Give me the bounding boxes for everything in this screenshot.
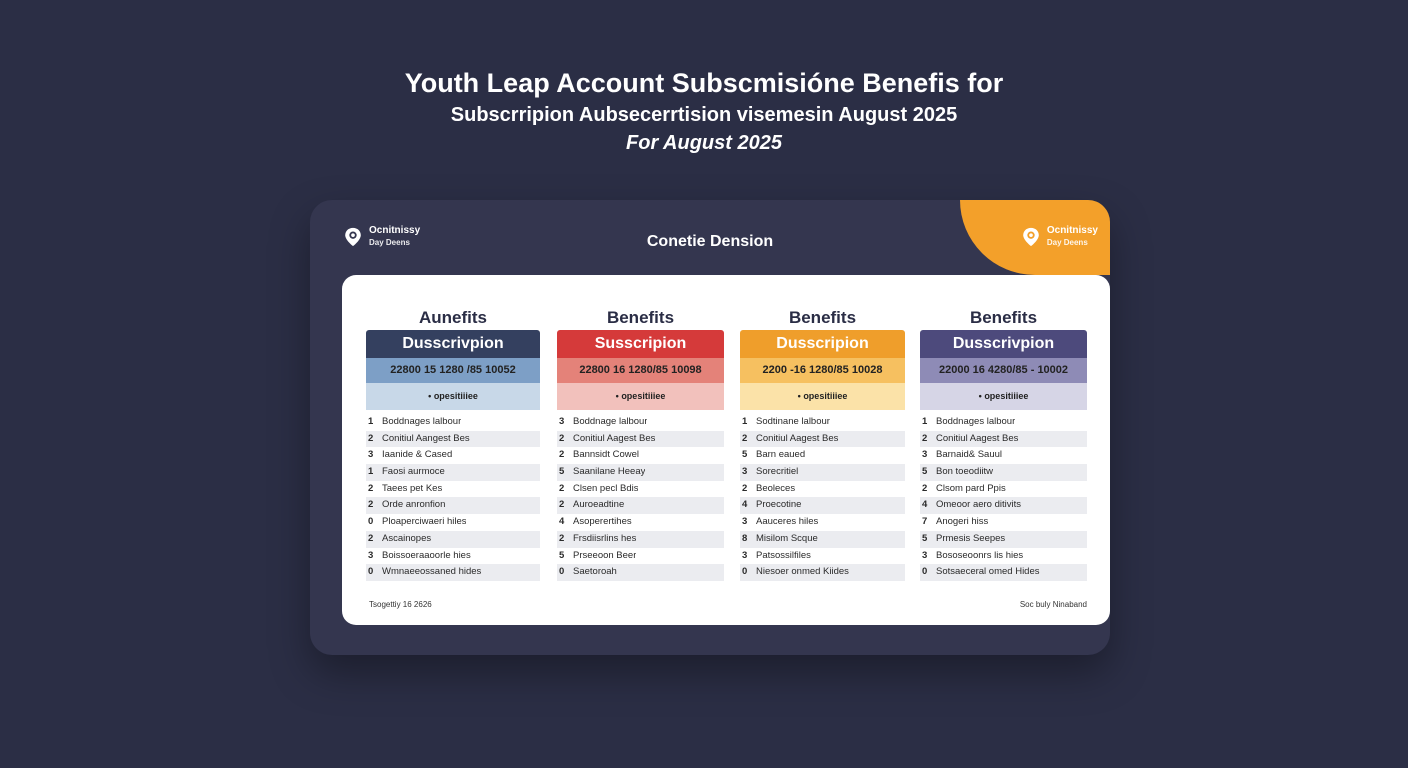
- plan-price: 22000 16 4280/85 - 10002: [920, 358, 1087, 383]
- benefit-number: 3: [742, 516, 748, 528]
- benefit-number: 5: [922, 466, 928, 478]
- benefit-number: 3: [742, 549, 748, 561]
- benefit-list: [740, 414, 905, 581]
- benefit-row: [740, 431, 905, 448]
- brand-logo-right[interactable]: [1020, 225, 1098, 249]
- benefit-number: 0: [742, 566, 748, 578]
- benefit-label: Boissoeraaoorle hies: [382, 549, 471, 561]
- benefit-row: [740, 514, 905, 531]
- benefit-label: Prseeoon Beer: [573, 549, 637, 561]
- plan-header[interactable]: Susscripion: [557, 330, 724, 358]
- plan-header[interactable]: Dusscripion: [740, 330, 905, 358]
- plan-note: • opesitiiiee: [740, 383, 905, 410]
- benefit-row: [557, 564, 724, 581]
- benefit-row: [920, 431, 1087, 448]
- plan-column-4: [920, 305, 1087, 581]
- benefit-label: Patsossilfiles: [756, 549, 811, 561]
- benefit-label: Saetoroah: [573, 566, 617, 578]
- benefit-number: 0: [922, 566, 928, 578]
- benefit-label: Bon toeodiitw: [936, 466, 994, 478]
- benefit-row: [740, 447, 905, 464]
- benefit-number: 3: [368, 449, 374, 461]
- benefit-label: Ascainopes: [382, 532, 432, 544]
- plan-price: 2200 -16 1280/85 10028: [740, 358, 905, 383]
- benefit-number: 0: [368, 566, 374, 578]
- benefit-number: 3: [922, 549, 928, 561]
- benefit-label: Auroeadtine: [573, 499, 625, 511]
- benefit-label: Orde anronfion: [382, 499, 446, 511]
- benefit-row: [920, 531, 1087, 548]
- benefit-label: Anogeri hiss: [936, 516, 989, 528]
- column-heading: Aunefits: [419, 308, 487, 327]
- benefit-number: 2: [368, 482, 374, 494]
- benefit-row: [920, 414, 1087, 431]
- benefit-number: 2: [742, 482, 748, 494]
- benefit-row: [366, 514, 540, 531]
- benefit-row: [366, 414, 540, 431]
- benefit-number: 7: [922, 516, 928, 528]
- benefit-label: Omeoor aero ditivits: [936, 499, 1022, 511]
- benefit-row: [740, 497, 905, 514]
- benefit-label: Wmnaeeossaned hides: [382, 566, 482, 578]
- benefit-row: [740, 464, 905, 481]
- column-heading: Benefits: [606, 308, 675, 327]
- benefit-number: 1: [368, 466, 374, 478]
- benefit-number: 2: [559, 532, 565, 544]
- page-date: For August 2025: [626, 132, 782, 154]
- benefit-number: 2: [922, 482, 928, 494]
- benefit-label: Prmesis Seepes: [936, 532, 1006, 544]
- benefit-number: 5: [742, 449, 748, 461]
- location-heart-icon: [1020, 226, 1042, 248]
- benefit-label: Bannsidt Cowel: [573, 449, 640, 461]
- benefit-label: Asoperertihes: [573, 516, 632, 528]
- benefit-row: [740, 531, 905, 548]
- plan-column-2: [557, 305, 724, 581]
- benefit-row: [366, 548, 540, 565]
- page-subtitle: Subscrripion Aubsecerrtision visemesin August 2025: [450, 104, 958, 126]
- benefit-label: Boddnages lalbour: [382, 416, 462, 427]
- benefit-row: [557, 431, 724, 448]
- benefit-label: Aauceres hiles: [756, 516, 819, 528]
- benefit-row: [920, 497, 1087, 514]
- benefit-row: [920, 447, 1087, 464]
- plan-note: • opesitiiiee: [557, 383, 724, 410]
- benefit-number: 2: [742, 432, 748, 444]
- benefit-label: Iaanide & Cased: [382, 449, 453, 461]
- benefit-list: [557, 414, 724, 581]
- benefit-number: 2: [368, 532, 374, 544]
- benefit-label: Misilom Scque: [756, 532, 818, 544]
- brand-tagline: Day Deens: [1046, 238, 1088, 247]
- benefit-row: [557, 531, 724, 548]
- benefit-label: Clsen pecl Bdis: [573, 482, 639, 494]
- benefit-number: 3: [559, 416, 565, 427]
- benefit-number: 2: [922, 432, 928, 444]
- benefit-row: [557, 481, 724, 498]
- plan-column-1: [366, 305, 540, 581]
- benefit-row: [557, 414, 724, 431]
- footer-date: Tsogettiy 16 2626: [369, 600, 432, 609]
- benefit-number: 4: [742, 499, 748, 511]
- benefit-label: Taees pet Kes: [382, 482, 443, 494]
- benefit-row: [557, 548, 724, 565]
- benefit-label: Clsom pard Ppis: [936, 482, 1006, 494]
- benefit-label: Bososeoonrs lis hies: [936, 549, 1024, 561]
- benefit-number: 2: [559, 499, 565, 511]
- benefit-label: Saanilane Heeay: [573, 466, 646, 478]
- benefit-row: [366, 481, 540, 498]
- benefit-row: [366, 497, 540, 514]
- benefit-label: Niesoer onmed Kiides: [756, 566, 849, 578]
- benefit-list: [366, 414, 540, 581]
- benefit-label: Conitiul Aagest Bes: [756, 432, 839, 444]
- column-heading: Benefits: [969, 308, 1038, 327]
- benefit-label: Sodtinane lalbour: [756, 416, 830, 427]
- benefit-number: 5: [559, 466, 565, 478]
- benefit-row: [557, 514, 724, 531]
- benefit-number: 1: [742, 416, 748, 427]
- benefit-row: [366, 431, 540, 448]
- benefit-label: Beoleces: [756, 482, 796, 494]
- benefit-label: Barn eaued: [756, 449, 806, 461]
- benefit-number: 5: [922, 532, 928, 544]
- benefit-row: [920, 464, 1087, 481]
- benefit-label: Proecotine: [756, 499, 802, 511]
- benefit-label: Frsdiisrlins hes: [573, 532, 637, 544]
- benefit-row: [366, 531, 540, 548]
- benefit-row: [557, 464, 724, 481]
- benefit-row: [366, 464, 540, 481]
- benefit-number: 4: [922, 499, 928, 511]
- benefit-number: 2: [559, 482, 565, 494]
- benefit-number: 3: [742, 466, 748, 478]
- brand-name: Ocnitnissy: [369, 225, 421, 236]
- benefit-number: 0: [368, 516, 374, 528]
- brand-tagline: Day Deens: [369, 238, 410, 247]
- benefit-number: 0: [559, 566, 565, 578]
- benefit-label: Conitiul Aangest Bes: [382, 432, 470, 444]
- benefit-row: [366, 447, 540, 464]
- benefit-number: 2: [368, 499, 374, 511]
- benefit-label: Boddnage lalbour: [573, 416, 648, 427]
- benefit-row: [920, 564, 1087, 581]
- benefit-row: [740, 548, 905, 565]
- benefit-row: [920, 481, 1087, 498]
- benefit-label: Boddnages lalbour: [936, 416, 1016, 427]
- plan-price: 22800 15 1280 /85 10052: [366, 358, 540, 383]
- benefit-label: Sotsaeceral omed Hides: [936, 566, 1040, 578]
- benefit-label: Conitiul Aagest Bes: [936, 432, 1019, 444]
- benefit-number: 2: [368, 432, 374, 444]
- benefit-row: [740, 481, 905, 498]
- column-heading: Benefits: [788, 308, 857, 327]
- benefit-row: [740, 414, 905, 431]
- brand-name: Ocnitnissy: [1046, 225, 1098, 236]
- benefit-number: 3: [922, 449, 928, 461]
- benefit-label: Ploaperciwaeri hiles: [382, 516, 467, 528]
- benefit-row: [920, 548, 1087, 565]
- benefit-list: [920, 414, 1087, 581]
- benefit-number: 1: [922, 416, 928, 427]
- plan-header[interactable]: Dusscrivpion: [920, 330, 1087, 358]
- footer-signature: Soc buly Ninaband: [1019, 600, 1087, 609]
- benefit-number: 8: [742, 532, 748, 544]
- plan-price: 22800 16 1280/85 10098: [557, 358, 724, 383]
- benefits-card: [310, 200, 1110, 655]
- benefit-number: 5: [559, 549, 565, 561]
- plan-column-3: [740, 305, 905, 581]
- plan-note: • opesitiiiee: [366, 383, 540, 410]
- plan-header[interactable]: Dusscrivpion: [366, 330, 540, 358]
- benefit-number: 2: [559, 432, 565, 444]
- benefit-label: Sorecritiel: [756, 466, 799, 478]
- plan-note: • opesitiiiee: [920, 383, 1087, 410]
- page-titles: [0, 66, 1408, 157]
- benefit-number: 1: [368, 416, 374, 427]
- benefit-label: Faosi aurmoce: [382, 466, 445, 478]
- benefit-row: [557, 497, 724, 514]
- benefit-number: 4: [559, 516, 565, 528]
- benefit-number: 3: [368, 549, 374, 561]
- benefit-row: [920, 514, 1087, 531]
- benefit-row: [557, 447, 724, 464]
- benefit-row: [366, 564, 540, 581]
- benefit-number: 2: [559, 449, 565, 461]
- benefit-row: [740, 564, 905, 581]
- page-title: Youth Leap Account Subscmisióne Benefis for: [404, 68, 1004, 98]
- card-heading: Conetie Dension: [646, 233, 774, 250]
- plans-panel: [342, 275, 1110, 625]
- benefit-label: Conitiul Aagest Bes: [573, 432, 656, 444]
- benefit-label: Barnaid& Sauul: [936, 449, 1003, 461]
